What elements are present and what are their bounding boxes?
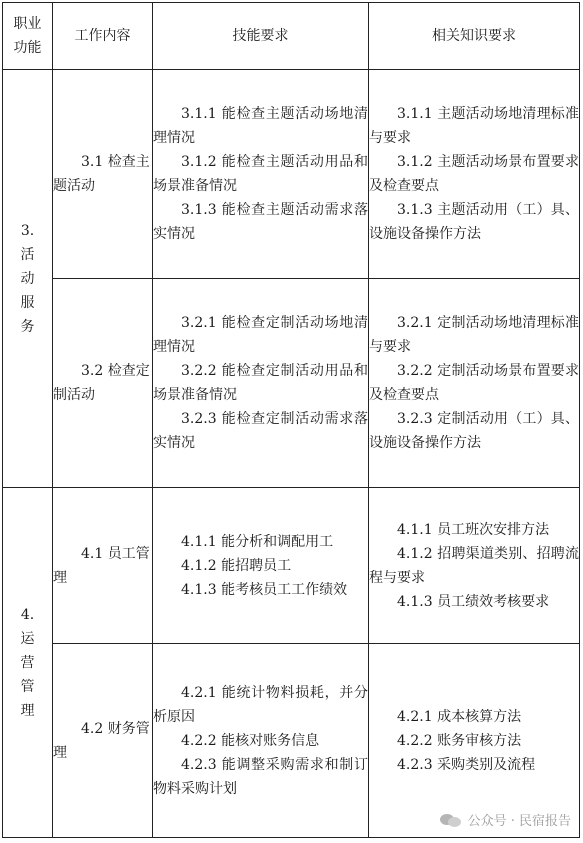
knowledge-item: 4.2.2 账务审核方法: [397, 732, 522, 749]
knowledge-item: 3.1.1 主题活动场地清理标准与要求: [369, 106, 579, 146]
skill-item: 4.1.1 能分析和调配用工: [181, 533, 334, 550]
knowledge-item: 3.2.1 定制活动场地清理标准与要求: [369, 315, 579, 355]
header-work: 工作内容: [53, 3, 153, 70]
function-name: 活动服务: [20, 246, 35, 335]
table-header-row: [3, 3, 580, 70]
knowledge-item: 3.2.3 定制活动用（工）具、设施设备操作方法: [369, 411, 579, 451]
table-row: [3, 488, 580, 644]
skill-item: 4.1.2 能招聘员工: [181, 557, 292, 574]
wechat-icon: [440, 812, 462, 828]
skill-item: 4.2.1 能统计物料损耗，并分析原因: [153, 684, 368, 725]
skills-cell: [153, 644, 369, 838]
work-content-cell: 4.2 财务管理: [53, 644, 153, 838]
header-skills: 技能要求: [153, 3, 369, 70]
knowledge-cell: [369, 488, 580, 644]
knowledge-item: 4.2.3 采购类别及流程: [397, 756, 536, 773]
header-knowledge: 相关知识要求: [369, 3, 580, 70]
table-row: [3, 279, 580, 488]
knowledge-item: 4.1.3 员工绩效考核要求: [397, 593, 550, 610]
knowledge-item: 4.2.1 成本核算方法: [397, 708, 522, 725]
function-cell-operations: [3, 488, 53, 838]
knowledge-item: 3.1.2 主题活动场景布置要求及检查要点: [369, 154, 579, 194]
knowledge-item: 4.1.2 招聘渠道类别、招聘流程与要求: [369, 545, 579, 586]
function-number: 3.: [20, 222, 35, 239]
knowledge-item: 4.1.1 员工班次安排方法: [397, 521, 550, 538]
knowledge-item: 3.2.2 定制活动场景布置要求及检查要点: [369, 363, 579, 403]
knowledge-item: 3.1.3 主题活动用（工）具、设施设备操作方法: [369, 202, 579, 242]
table-row: [3, 644, 580, 838]
skill-item: 4.2.3 能调整采购需求和制订物料采购计划: [153, 756, 368, 797]
skill-item: 3.2.1 能检查定制活动场地清理情况: [153, 315, 368, 355]
skill-item: 3.1.1 能检查主题活动场地清理情况: [153, 106, 368, 146]
occupational-standards-table: [2, 2, 580, 838]
skills-cell: [153, 279, 369, 488]
function-name: 运营管理: [20, 630, 35, 719]
function-cell-activity: [3, 70, 53, 488]
knowledge-cell: [369, 70, 580, 279]
work-content-cell: 3.2 检查定制活动: [53, 279, 153, 488]
skill-item: 3.2.3 能检查定制活动需求落实情况: [153, 411, 368, 451]
table-row: [3, 70, 580, 279]
skill-item: 4.1.3 能考核员工工作绩效: [181, 581, 348, 598]
skill-item: 3.2.2 能检查定制活动用品和场景准备情况: [153, 363, 368, 403]
work-content-cell: 3.1 检查主题活动: [53, 70, 153, 279]
watermark-text: 公众号 · 民宿报告: [467, 814, 571, 829]
skills-cell: [153, 70, 369, 279]
skill-item: 3.1.3 能检查主题活动需求落实情况: [153, 202, 368, 242]
knowledge-cell: [369, 644, 580, 838]
function-number: 4.: [20, 606, 35, 623]
skills-cell: [153, 488, 369, 644]
skill-item: 4.2.2 能核对账务信息: [181, 732, 320, 749]
knowledge-cell: [369, 279, 580, 488]
skill-item: 3.1.2 能检查主题活动用品和场景准备情况: [153, 154, 368, 194]
work-content-cell: 4.1 员工管理: [53, 488, 153, 644]
header-function: 职业功能: [3, 3, 53, 70]
watermark: [440, 810, 571, 829]
